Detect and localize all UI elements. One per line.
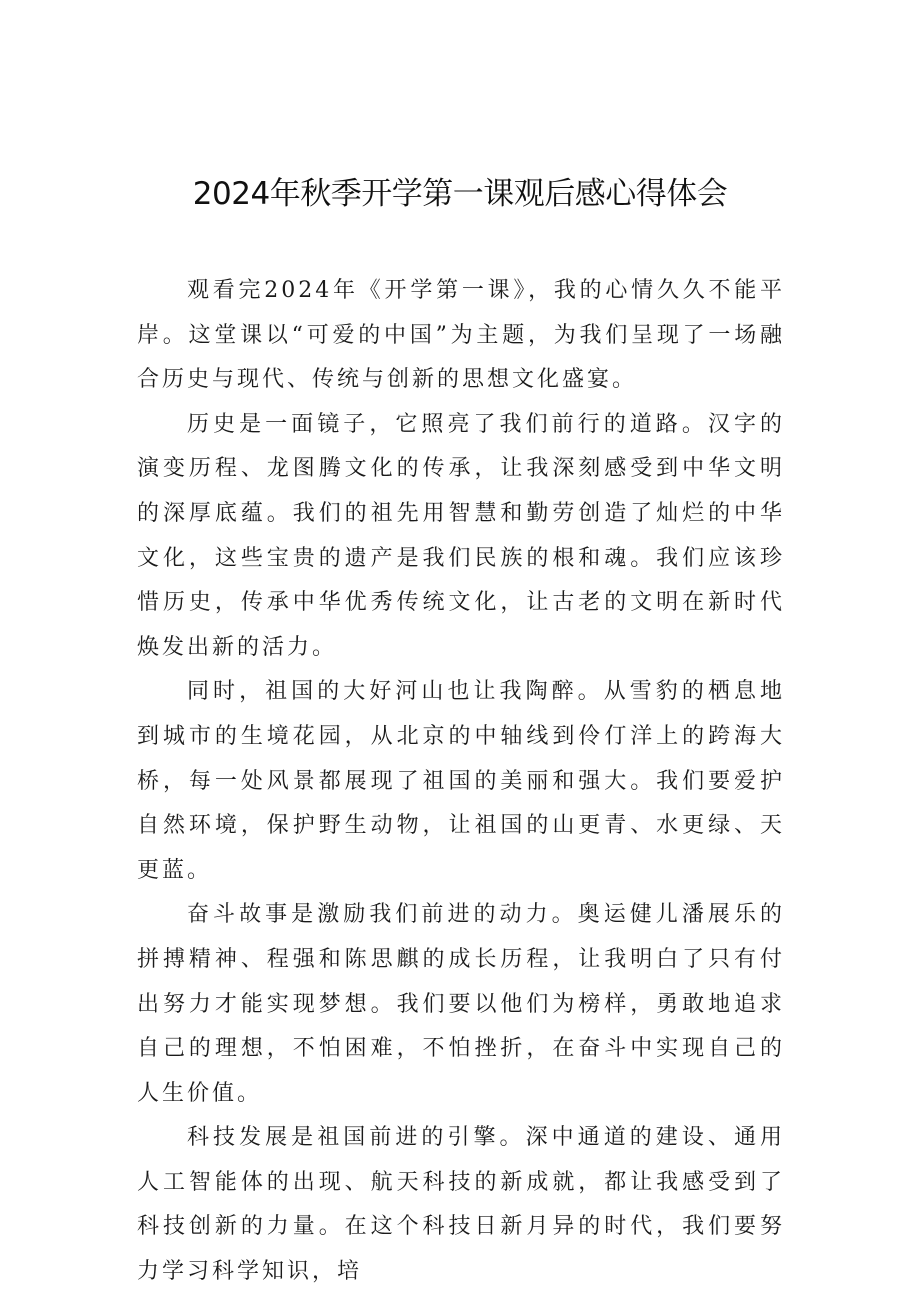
paragraph: 科技发展是祖国前进的引擎。深中通道的建设、通用人工智能体的出现、航天科技的新成就，都让我感受到了科技创新的力量。在这个科技日新月异的时代，我们要努力学习科学知识，培 [137, 1125, 785, 1285]
paragraph: 历史是一面镜子，它照亮了我们前行的道路。汉字的演变历程、龙图腾文化的传承，让我深刻感受到中华文明的深厚底蕴。我们的祖先用智慧和勤劳创造了灿烂的中华文化，这些宝贵的遗产是我们民族的根和魂。我们应该珍惜历史，传承中华优秀传统文化，让古老的文明在新时代焕发出新的活力。 [137, 411, 785, 660]
document-body [137, 269, 785, 1295]
paragraph: 观看完2024年《开学第一课》，我的心情久久不能平岸。这堂课以“可爱的中国”为主题，为我们呈现了一场融合历史与现代、传统与创新的思想文化盛宴。 [137, 278, 785, 393]
document-title: 2024年秋季开学第一课观后感心得体会 [192, 176, 728, 212]
paragraph: 奋斗故事是激励我们前进的动力。奥运健儿潘展乐的拼搏精神、程强和陈思麒的成长历程，让我明白了只有付出努力才能实现梦想。我们要以他们为榜样，勇敢地追求自己的理想，不怕困难，不怕挫折，在奋斗中实现自己的人生价值。 [137, 902, 785, 1106]
paragraph: 同时，祖国的大好河山也让我陶醉。从雪豹的栖息地到城市的生境花园，从北京的中轴线到伶仃洋上的跨海大桥，每一处风景都展现了祖国的美丽和强大。我们要爱护自然环境，保护野生动物，让祖国的山更青、水更绿、天更蓝。 [137, 679, 785, 883]
